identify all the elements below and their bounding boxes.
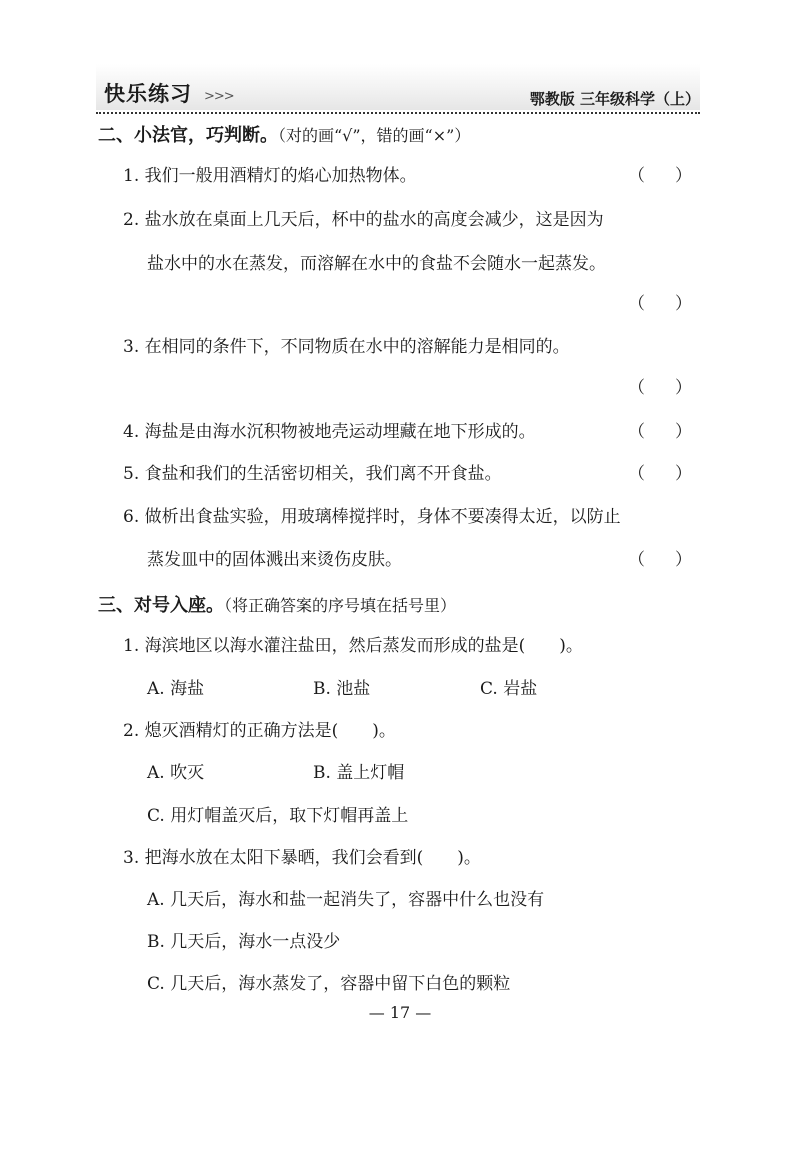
judge-item-6-line-2: 蒸发皿中的固体溅出来烫伤皮肤。 (147, 550, 402, 570)
judge-item-1: 1. 我们一般用酒精灯的焰心加热物体。 (123, 166, 417, 186)
choice-q1-stem: 1. 海滨地区以海水灌注盐田，然后蒸发而形成的盐是( )。 (123, 636, 583, 656)
judge-item-4: 4. 海盐是由海水沉积物被地壳运动埋藏在地下形成的。 (123, 422, 536, 442)
judge-item-2-line-2: 盐水中的水在蒸发，而溶解在水中的食盐不会随水一起蒸发。 (147, 254, 606, 274)
answer-blank-3[interactable] (628, 376, 692, 400)
answer-blank-1[interactable] (628, 164, 692, 188)
answer-blank-2[interactable] (628, 292, 692, 316)
section3-note: （将正确答案的序号填在括号里） (224, 596, 457, 615)
choice-q2-option-c: C. 用灯帽盖灭后，取下灯帽再盖上 (147, 806, 409, 826)
answer-blank-6[interactable] (628, 548, 692, 572)
paren-close: ） (675, 166, 692, 186)
paren-open: （ (628, 378, 645, 398)
choice-q2-option-a: A. 吹灭 (147, 763, 205, 783)
judge-item-3: 3. 在相同的条件下，不同物质在水中的溶解能力是相同的。 (123, 337, 570, 357)
judge-item-6-line-1: 6. 做析出食盐实验，用玻璃棒搅拌时，身体不要凑得太近，以防止 (123, 507, 621, 527)
answer-blank-5[interactable] (628, 462, 692, 486)
paren-close: ） (675, 422, 692, 442)
choice-q3-option-c: C. 几天后，海水蒸发了，容器中留下白色的颗粒 (147, 974, 511, 994)
paren-open: （ (628, 464, 645, 484)
header-title: 快乐练习 (104, 82, 192, 106)
section3-heading (98, 591, 456, 617)
paren-close: ） (675, 294, 692, 314)
choice-q2-stem: 2. 熄灭酒精灯的正确方法是( )。 (123, 721, 396, 741)
choice-q1-option-c: C. 岩盐 (480, 679, 538, 699)
paren-open: （ (628, 550, 645, 570)
paren-open: （ (628, 166, 645, 186)
paren-open: （ (628, 294, 645, 314)
choice-q1-option-a: A. 海盐 (147, 679, 205, 699)
header-divider (96, 112, 700, 114)
chevron-decoration-icon: >>> (204, 89, 234, 104)
choice-q2-option-b: B. 盖上灯帽 (313, 763, 405, 783)
book-edition-label: 鄂教版 三年级科学（上） (529, 90, 700, 108)
section2-note: （对的画“√”，错的画“×”） (278, 126, 471, 145)
page-number: — 17 — (368, 1003, 432, 1022)
answer-blank-4[interactable] (628, 420, 692, 444)
section3-title: 三、对号入座。 (98, 595, 224, 616)
choice-q1-option-b: B. 池盐 (313, 679, 371, 699)
judge-item-5: 5. 食盐和我们的生活密切相关，我们离不开食盐。 (123, 464, 502, 484)
judge-item-2-line-1: 2. 盐水放在桌面上几天后，杯中的盐水的高度会减少，这是因为 (123, 210, 604, 230)
section2-heading (98, 121, 470, 147)
paren-open: （ (628, 422, 645, 442)
choice-q3-option-a: A. 几天后，海水和盐一起消失了，容器中什么也没有 (147, 890, 545, 910)
section2-title: 二、小法官，巧判断。 (98, 125, 278, 146)
paren-close: ） (675, 378, 692, 398)
choice-q3-option-b: B. 几天后，海水一点没少 (147, 932, 341, 952)
choice-q3-stem: 3. 把海水放在太阳下暴晒，我们会看到( )。 (123, 848, 481, 868)
paren-close: ） (675, 464, 692, 484)
paren-close: ） (675, 550, 692, 570)
